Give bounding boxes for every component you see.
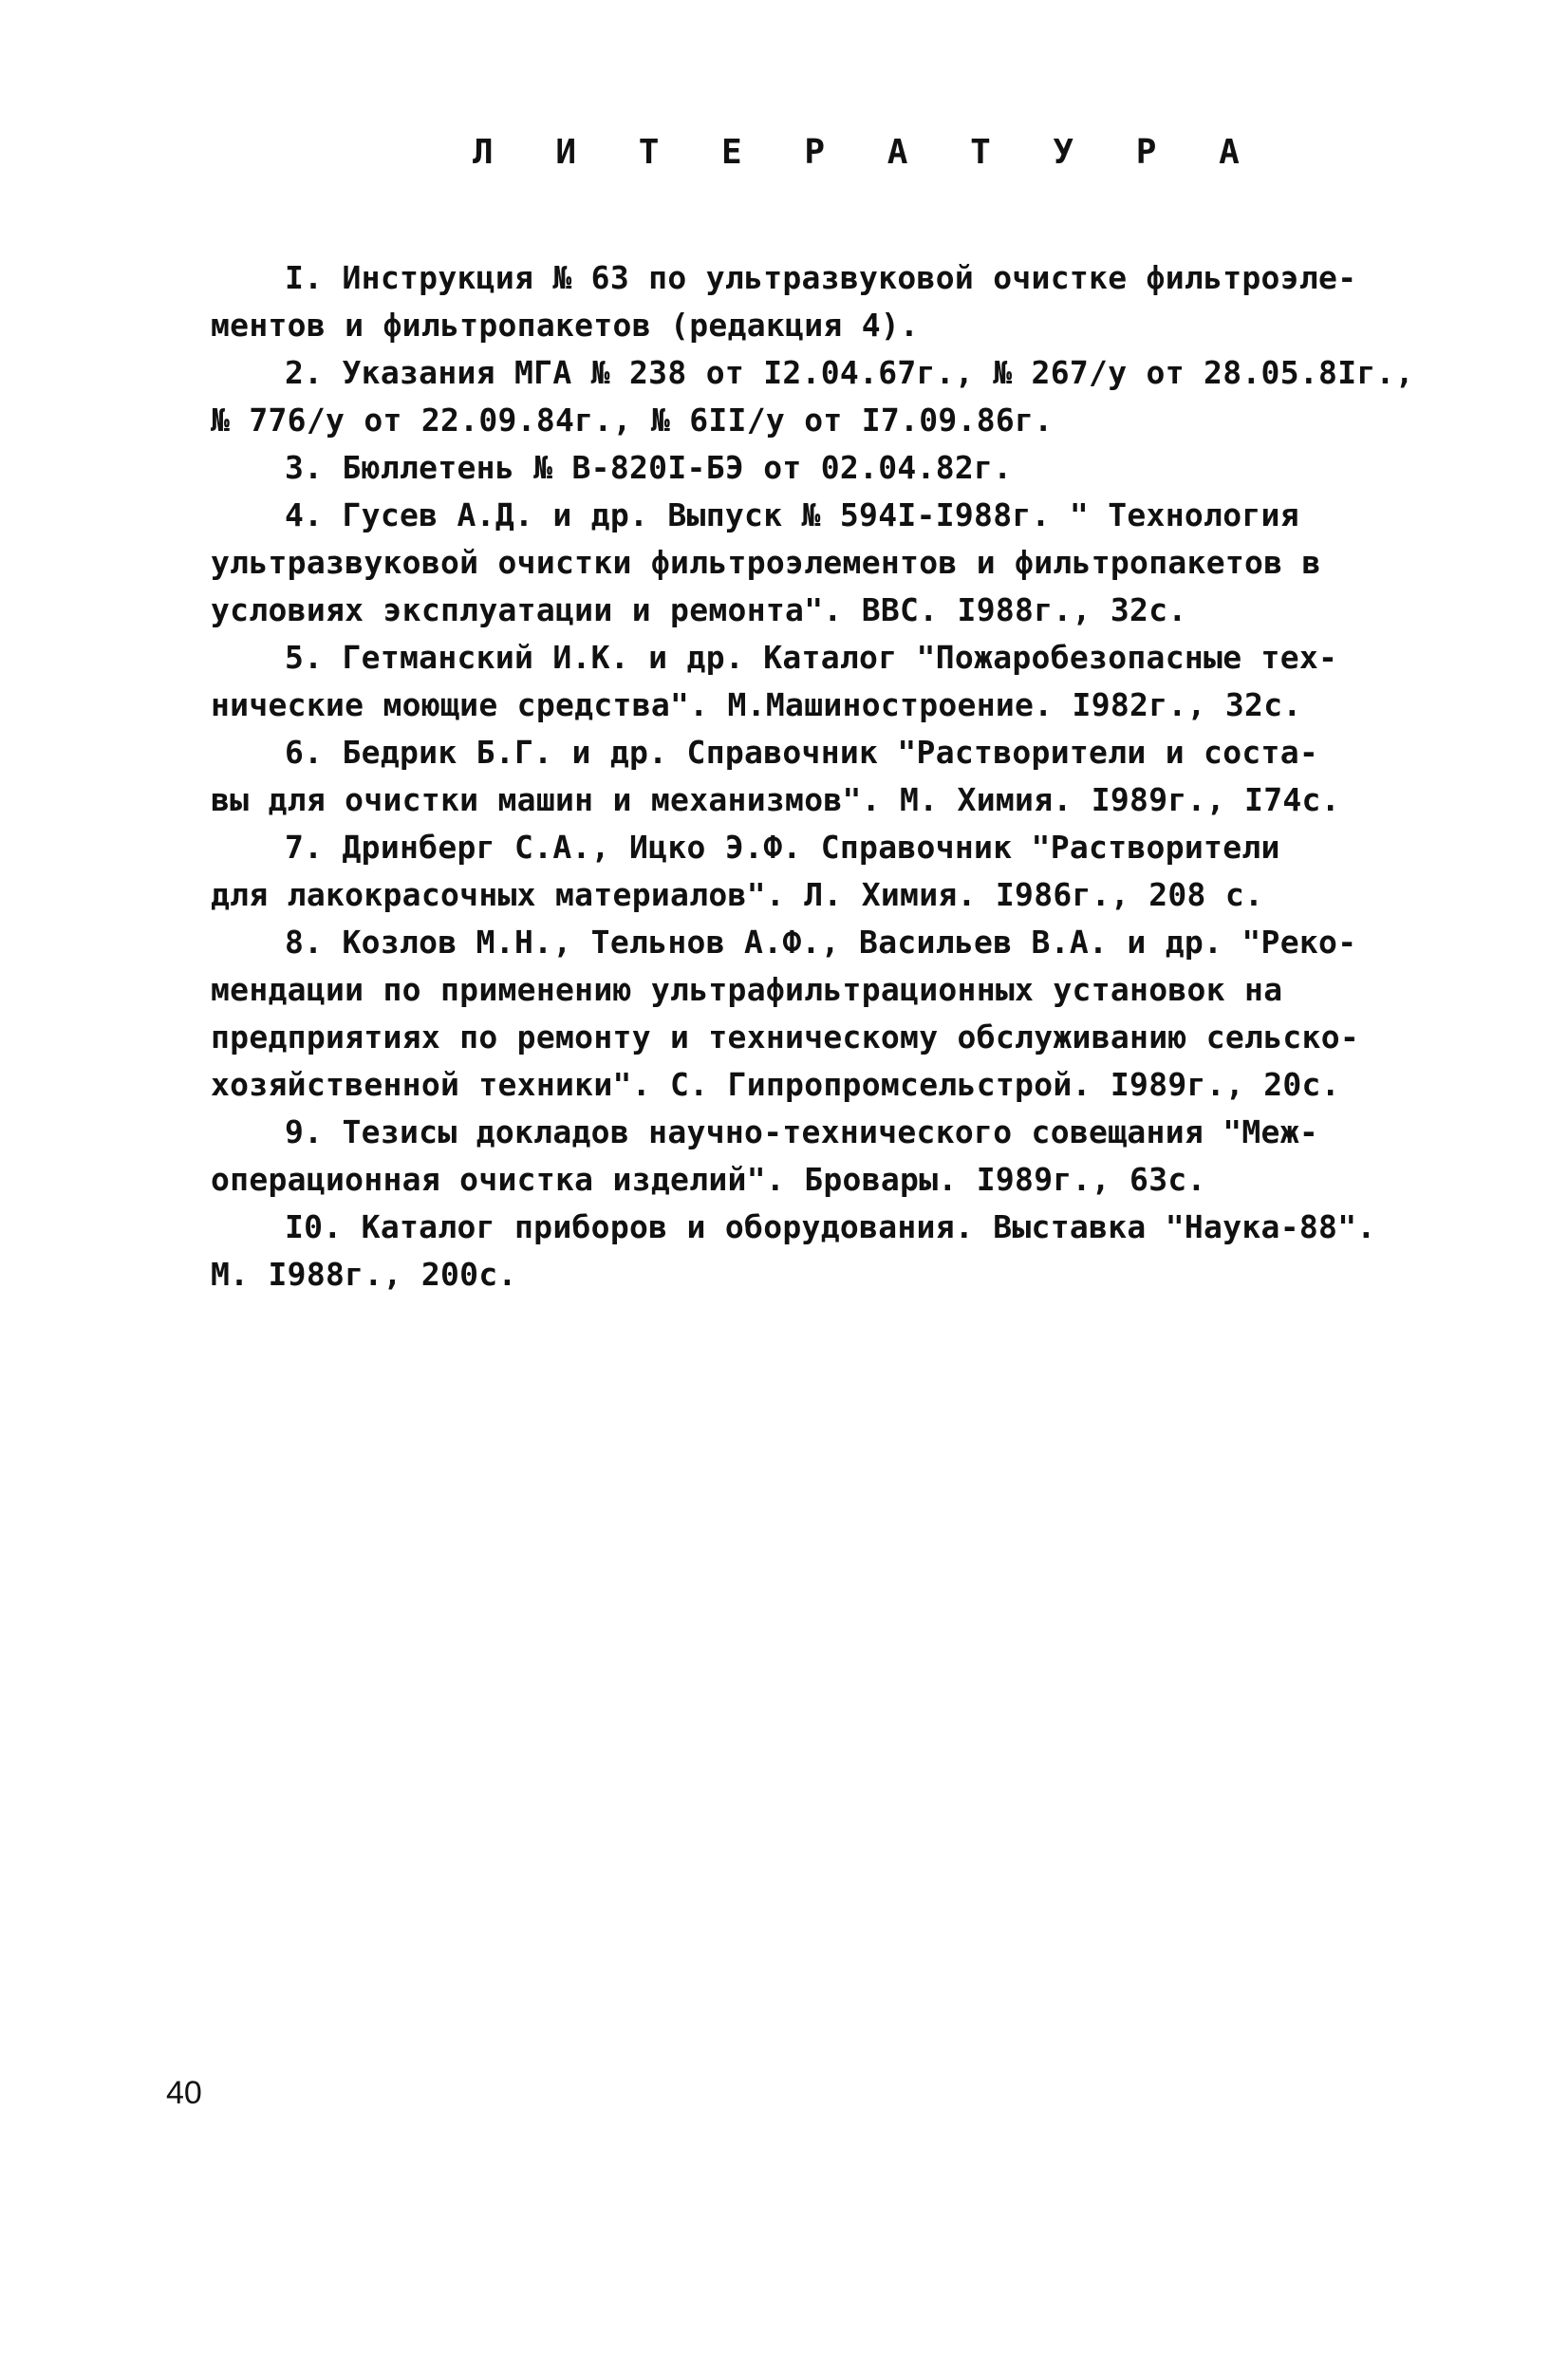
- reference-4-line-3: условиях эксплуатации и ремонта". ВВС. I988г., 32с.: [211, 591, 1187, 628]
- reference-1-line-1: I. Инструкция № 63 по ультразвуковой очистке фильтроэле-: [285, 259, 1357, 296]
- reference-6-line-1: 6. Бедрик Б.Г. и др. Справочник "Растворители и соста-: [285, 734, 1319, 771]
- reference-8-line-1: 8. Козлов М.Н., Тельнов А.Ф., Васильев В.А. и др. "Реко-: [285, 924, 1357, 961]
- reference-7-line-1: 7. Дринберг С.А., Ицко Э.Ф. Справочник "Растворители: [285, 829, 1280, 866]
- reference-2-line-2: № 776/у от 22.09.84г., № 6II/у от I7.09.86г.: [211, 402, 1054, 439]
- reference-5-line-1: 5. Гетманский И.К. и др. Каталог "Пожаробезопасные тех-: [285, 639, 1338, 676]
- reference-10-line-2: М. I988г., 200с.: [211, 1256, 517, 1293]
- reference-4-line-1: 4. Гусев А.Д. и др. Выпуск № 594I-I988г. " Технология: [285, 496, 1299, 533]
- reference-4-line-2: ультразвуковой очистки фильтроэлементов и фильтропакетов в: [211, 544, 1321, 581]
- reference-5-line-2: нические моющие средства". М.Машиностроение. I982г., 32с.: [211, 686, 1302, 723]
- page-title: Л И Т Е Р А Т У Р А: [473, 133, 1260, 172]
- reference-8-line-2: мендации по применению ультрафильтрационных установок на: [211, 971, 1283, 1008]
- reference-3-line-1: 3. Бюллетень № В-820I-БЭ от 02.04.82г.: [285, 449, 1013, 486]
- reference-2-line-1: 2. Указания МГА № 238 от I2.04.67г., № 267/у от 28.05.8Iг.,: [285, 354, 1414, 391]
- reference-list: [211, 254, 1414, 1298]
- reference-9-line-1: 9. Тезисы докладов научно-технического совещания "Меж-: [285, 1113, 1319, 1150]
- reference-1-line-2: ментов и фильтропакетов (редакция 4).: [211, 307, 920, 344]
- reference-8-line-4: хозяйственной техники". С. Гипропромсельстрой. I989г., 20с.: [211, 1066, 1340, 1103]
- reference-8-line-3: предприятиях по ремонту и техническому обслуживанию сельско-: [211, 1018, 1360, 1056]
- reference-7-line-2: для лакокрасочных материалов". Л. Химия. I986г., 208 с.: [211, 876, 1264, 913]
- reference-10-line-1: I0. Каталог приборов и оборудования. Выставка "Наука-88".: [285, 1208, 1376, 1245]
- page-number: 40: [166, 2075, 202, 2111]
- reference-6-line-2: вы для очистки машин и механизмов". М. Химия. I989г., I74с.: [211, 781, 1340, 818]
- reference-9-line-2: операционная очистка изделий". Бровары. I989г., 63с.: [211, 1161, 1206, 1198]
